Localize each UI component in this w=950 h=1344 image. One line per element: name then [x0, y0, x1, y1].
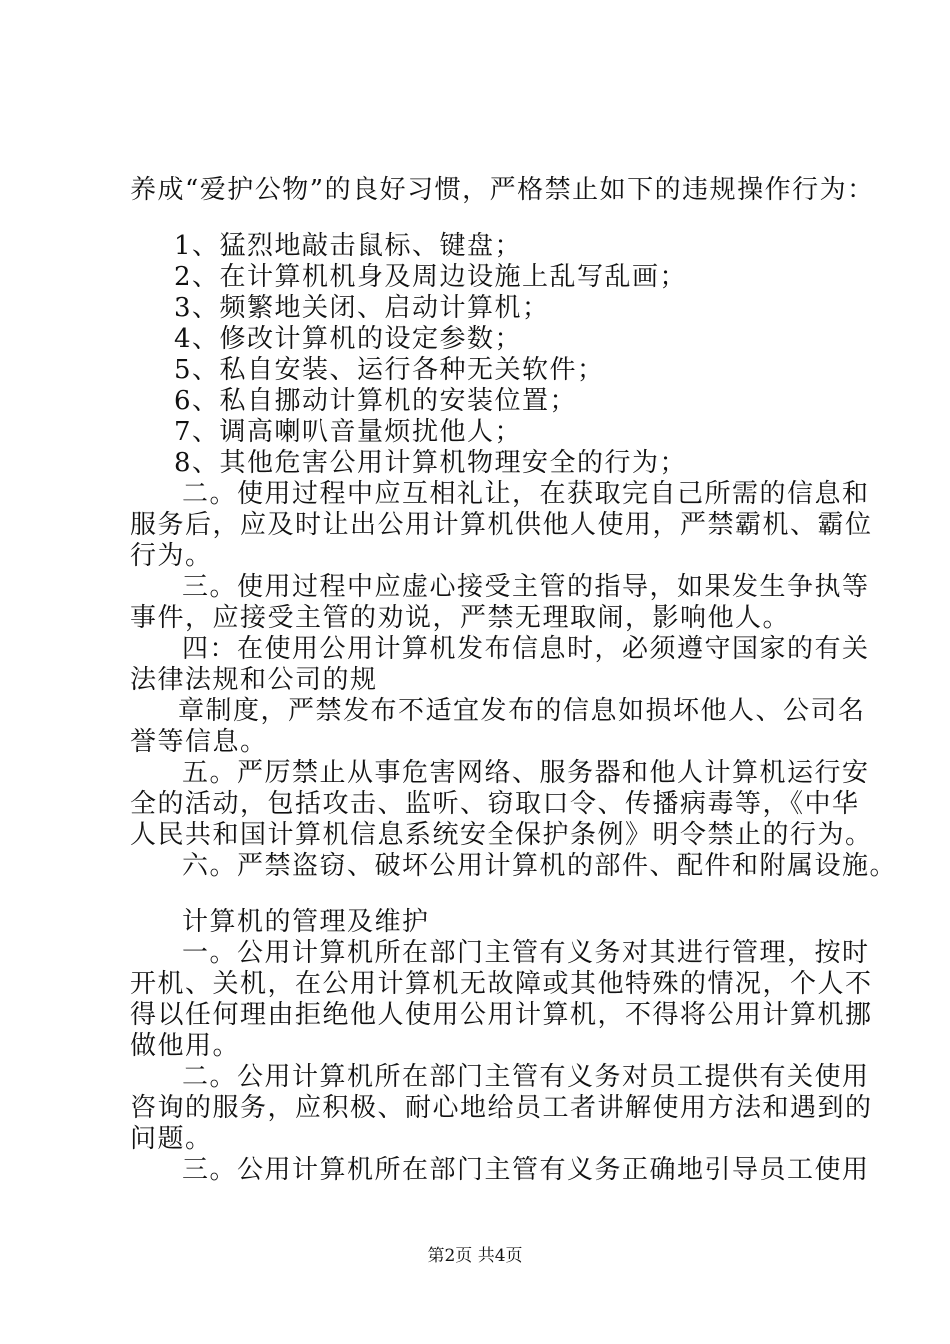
paragraph-three — [130, 572, 870, 634]
paragraph-line: 誉等信息。 — [130, 727, 268, 757]
paragraph-five — [130, 758, 873, 851]
management-item-one — [130, 938, 873, 1062]
paragraph-line: 二。公用计算机所在部门主管有义务对员工提供有关使用 — [182, 1062, 870, 1092]
paragraph-line: 四：在使用公用计算机发布信息时，必须遵守国家的有关 — [182, 634, 870, 664]
paragraph-line: 五。严厉禁止从事危害网络、服务器和他人计算机运行安 — [182, 758, 870, 788]
rule-item: 7、调高喇叭音量烦扰他人； — [174, 417, 523, 447]
rule-item: 5、私自安装、运行各种无关软件； — [174, 355, 605, 385]
paragraph-line: 行为。 — [130, 541, 213, 571]
rule-item: 4、修改计算机的设定参数； — [174, 324, 523, 354]
paragraph-line: 问题。 — [130, 1124, 213, 1154]
management-item-two — [130, 1062, 873, 1155]
paragraph-line: 服务后，应及时让出公用计算机供他人使用，严禁霸机、霸位 — [130, 510, 873, 540]
paragraph-line: 一。公用计算机所在部门主管有义务对其进行管理，按时 — [182, 938, 870, 968]
intro-line: 养成“爱护公物”的良好习惯，严格禁止如下的违规操作行为： — [130, 175, 875, 205]
paragraph-line: 三。使用过程中应虚心接受主管的指导，如果发生争执等 — [182, 572, 870, 602]
paragraph-four — [130, 634, 870, 758]
rule-item: 2、在计算机机身及周边设施上乱写乱画； — [174, 262, 688, 292]
paragraph-two — [130, 479, 873, 572]
paragraph-line: 做他用。 — [130, 1031, 241, 1061]
paragraph-line: 事件，应接受主管的劝说，严禁无理取闹，影响他人。 — [130, 603, 791, 633]
rule-item: 1、猛烈地敲击鼠标、键盘； — [174, 231, 523, 261]
rule-list — [130, 231, 830, 479]
paragraph-line: 咨询的服务，应积极、耐心地给员工者讲解使用方法和遇到的 — [130, 1093, 873, 1123]
paragraph-line: 得以任何理由拒绝他人使用公用计算机，不得将公用计算机挪 — [130, 1000, 873, 1030]
section-title: 计算机的管理及维护 — [182, 907, 430, 937]
paragraph-line: 全的活动，包括攻击、监听、窃取口令、传播病毒等，《中华 — [130, 789, 860, 819]
page-indicator: 第2页 共4页 — [427, 1246, 523, 1266]
paragraph-line: 开机、关机，在公用计算机无故障或其他特殊的情况，个人不 — [130, 969, 873, 999]
paragraph-line: 法律法规和公司的规 — [130, 665, 378, 695]
rule-item: 8、其他危害公用计算机物理安全的行为； — [174, 448, 688, 478]
rule-item: 6、私自挪动计算机的安装位置； — [174, 386, 578, 416]
paragraph-line: 人民共和国计算机信息系统安全保护条例》明令禁止的行为。 — [130, 820, 873, 850]
paragraph-line: 章制度，严禁发布不适宜发布的信息如损坏他人、公司名 — [178, 696, 866, 726]
paragraph-line: 二。使用过程中应互相礼让，在获取完自己所需的信息和 — [182, 479, 870, 509]
rule-item: 3、频繁地关闭、启动计算机； — [174, 293, 550, 323]
paragraph-six: 六。严禁盗窃、破坏公用计算机的部件、配件和附属设施。 — [182, 851, 898, 881]
document-body — [130, 175, 898, 1186]
management-item-three: 三。公用计算机所在部门主管有义务正确地引导员工使用 — [182, 1155, 870, 1185]
page-footer — [0, 1241, 950, 1266]
